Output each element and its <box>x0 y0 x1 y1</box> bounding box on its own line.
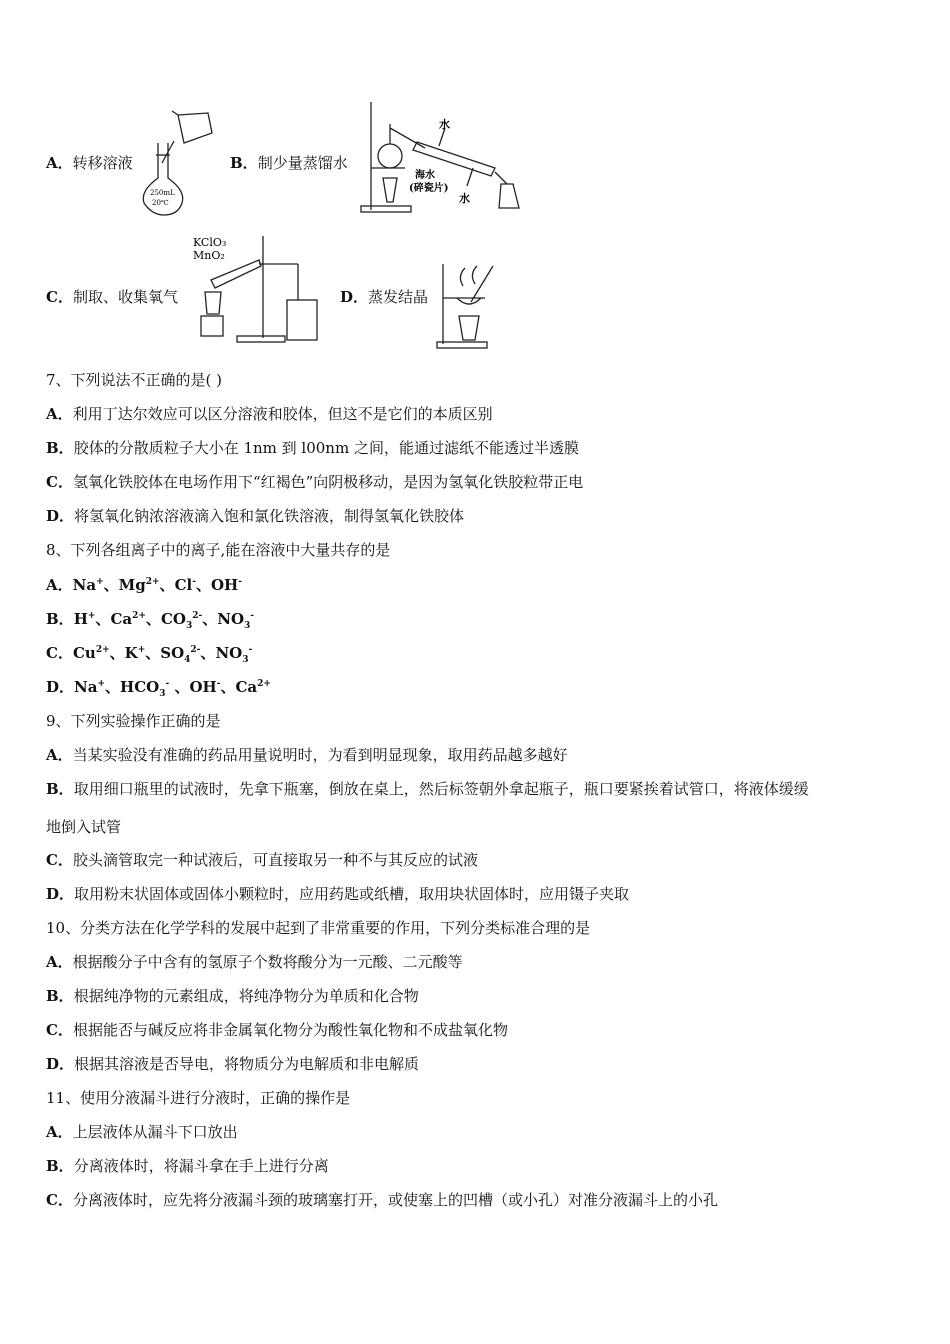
option-b-figure-caption: B．制少量蒸馏水 <box>230 154 348 172</box>
question-9-stem: 9、下列实验操作正确的是 <box>46 712 221 730</box>
svg-text:海水: 海水 <box>415 170 435 181</box>
q10-option-c[interactable]: C．根据能否与碱反应将非金属氧化物分为酸性氧化物和不成盐氧化物 <box>46 1021 508 1039</box>
option-c-figure-caption: C．制取、收集氧气 <box>46 288 178 306</box>
q7-option-b[interactable]: B．胶体的分散质粒子大小在 1nm 到 l00nm 之间，能通过滤纸不能透过半透膜 <box>46 439 579 457</box>
svg-text:水: 水 <box>439 118 450 131</box>
option-d-figure-caption: D．蒸发结晶 <box>340 288 429 306</box>
svg-text:MnO₂: MnO₂ <box>193 249 225 262</box>
alcohol-lamp <box>383 178 397 202</box>
stand-base <box>361 206 411 212</box>
q8-option-b[interactable]: B．H+、$Ca^{2+}$、$CO_3^{2-}$、$NO_3^-$ <box>46 610 255 631</box>
q11-option-a[interactable]: A．上层液体从漏斗下口放出 <box>46 1123 238 1141</box>
option-a-figure-caption: A．转移溶液 <box>46 154 133 172</box>
beaker <box>178 113 212 143</box>
gas-jar <box>287 300 317 340</box>
question-11-stem: 11、使用分液漏斗进行分液时，正确的操作是 <box>46 1089 351 1107</box>
q8-option-d[interactable]: D．Na+、$HCO_3^-$ 、OH-、$Ca^{2+}$ <box>46 678 271 699</box>
q10-option-a[interactable]: A．根据酸分子中含有的氢原子个数将酸分为一元酸、二元酸等 <box>46 953 463 971</box>
q11-option-b[interactable]: B．分离液体时，将漏斗拿在手上进行分离 <box>46 1157 329 1175</box>
alcohol-lamp <box>459 316 479 340</box>
question-7-stem: 7、下列说法不正确的是( ) <box>46 371 223 389</box>
q9-option-a[interactable]: A．当某实验没有准确的药品用量说明时，为看到明显现象，取用药品越多越好 <box>46 746 568 764</box>
distilling-flask <box>378 144 402 168</box>
svg-text:20℃: 20℃ <box>152 199 169 207</box>
svg-text:KClO₃: KClO₃ <box>193 236 227 249</box>
q8-option-c[interactable]: C．$Cu^{2+}$、K+、$SO_4^{2-}$、$NO_3^-$ <box>46 644 253 665</box>
q7-option-c[interactable]: C．氢氧化铁胶体在电场作用下“红褐色”向阴极移动，是因为氢氧化铁胶粒带正电 <box>46 473 584 491</box>
receiving-flask <box>499 184 519 208</box>
test-tube <box>211 260 261 288</box>
q9-option-c[interactable]: C．胶头滴管取完一种试液后，可直接取另一种不与其反应的试液 <box>46 851 478 869</box>
q9-option-b[interactable]: B．取用细口瓶里的试液时，先拿下瓶塞，倒放在桌上，然后标签朝外拿起瓶子，瓶口要紧挨着试管口，将液体缓缓 <box>46 780 809 798</box>
svg-text:250mL: 250mL <box>150 189 175 197</box>
svg-text:(碎瓷片): (碎瓷片) <box>409 183 449 194</box>
q8-option-a[interactable]: A．Na+、$Mg^{2+}$、Cl-、OH- <box>46 576 242 594</box>
alcohol-lamp <box>205 292 221 314</box>
q9-option-b-continued: 地倒入试管 <box>46 818 122 836</box>
q11-option-c[interactable]: C．分离液体时，应先将分液漏斗颈的玻璃塞打开，或使塞上的凹槽（或小孔）对准分液漏斗上的小孔 <box>46 1191 718 1209</box>
evaporation-diagram <box>435 258 515 350</box>
q7-option-d[interactable]: D．将氢氧化钠浓溶液滴入饱和氯化铁溶液，制得氢氧化铁胶体 <box>46 507 465 525</box>
wooden-block <box>201 316 223 336</box>
q7-option-a[interactable]: A．利用丁达尔效应可以区分溶液和胶体，但这不是它们的本质区别 <box>46 405 493 423</box>
question-8-stem: 8、下列各组离子中的离子,能在溶液中大量共存的是 <box>46 541 391 559</box>
question-10-stem: 10、分类方法在化学学科的发展中起到了非常重要的作用，下列分类标准合理的是 <box>46 919 591 937</box>
evaporating-dish <box>457 298 481 304</box>
q10-option-d[interactable]: D．根据其溶液是否导电，将物质分为电解质和非电解质 <box>46 1055 420 1073</box>
q10-option-b[interactable]: B．根据纯净物的元素组成，将纯净物分为单质和化合物 <box>46 987 419 1005</box>
transfer-solution-diagram <box>138 103 216 218</box>
oxygen-preparation-diagram <box>193 230 328 348</box>
svg-text:水: 水 <box>459 192 470 205</box>
distillation-diagram <box>355 98 530 218</box>
q9-option-d[interactable]: D．取用粉末状固体或固体小颗粒时，应用药匙或纸槽，取用块状固体时，应用镊子夹取 <box>46 885 630 903</box>
